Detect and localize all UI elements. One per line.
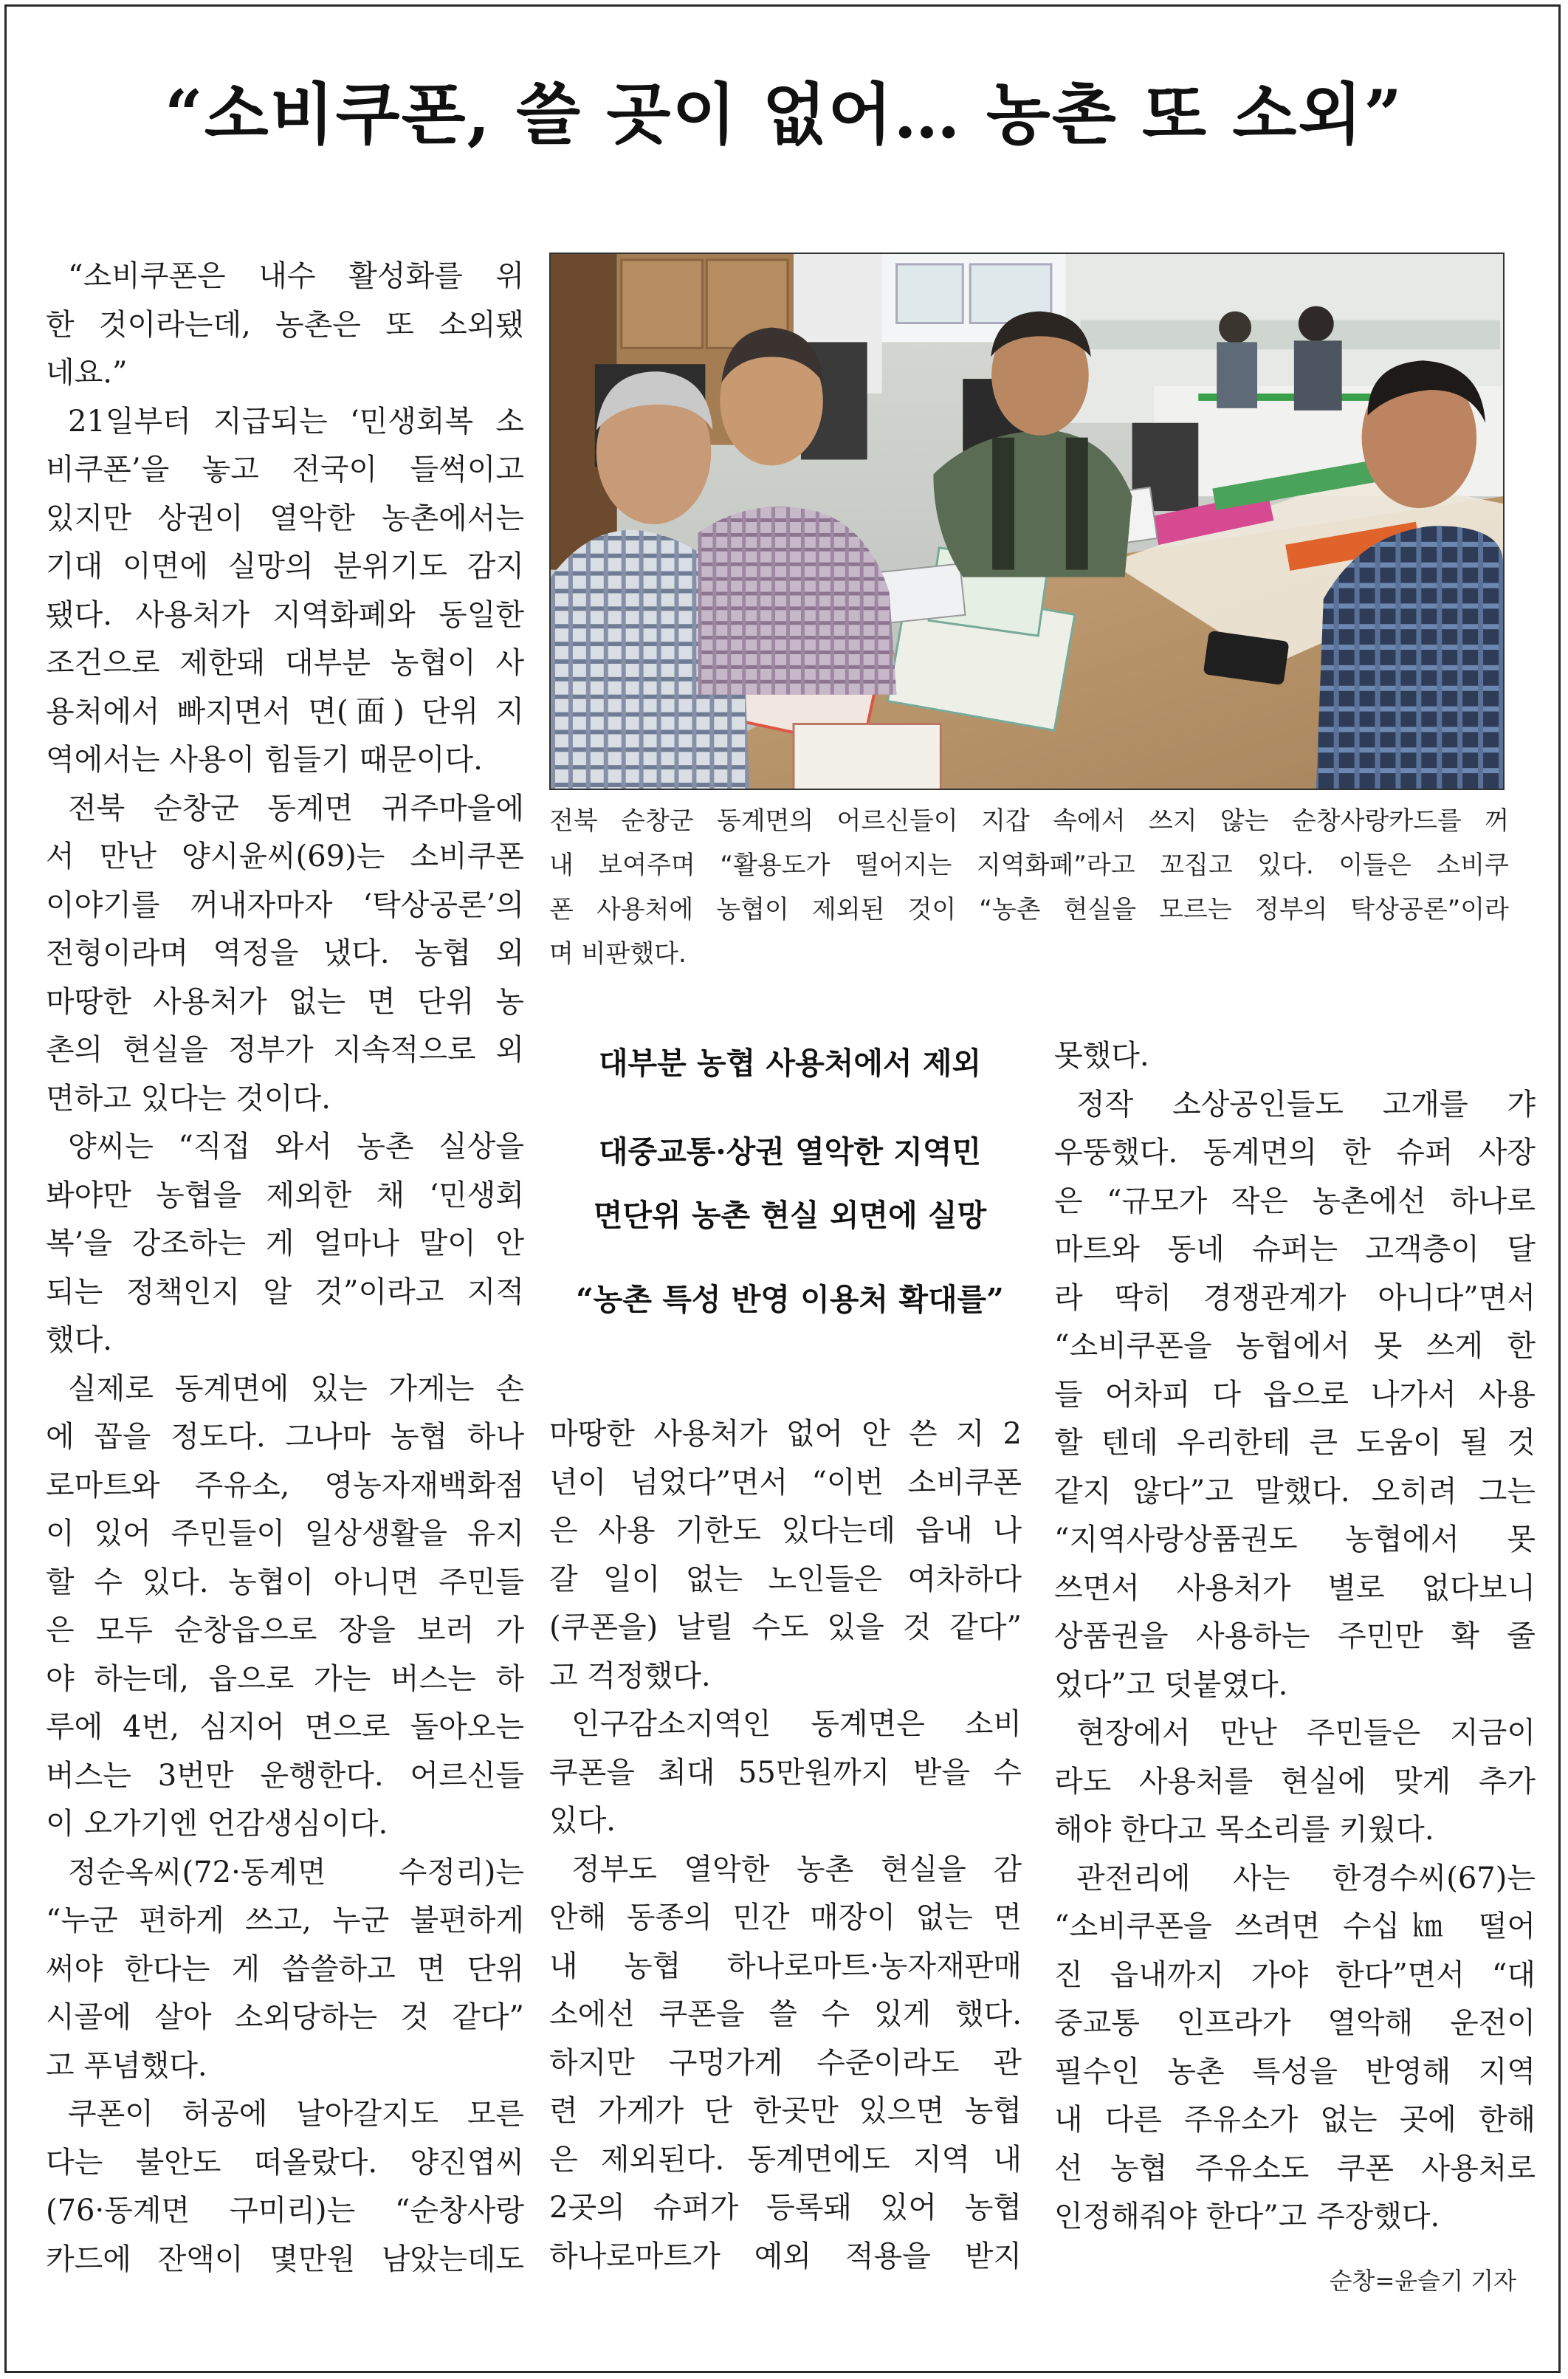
text-line: 버스는 3번만 운행한다. 어르신들 — [46, 1758, 524, 1793]
text-line: 라도 사용처를 현실에 맞게 추가 — [1054, 1764, 1536, 1799]
text-line: 실제로 동계면에 있는 가게는 손 — [68, 1371, 524, 1406]
text-line: 인정해줘야 한다”고 주장했다. — [1054, 2200, 1440, 2234]
text-line: 되는 정책인지 알 것”이라고 지적 — [46, 1274, 524, 1309]
text-line: 루에 4번, 심지어 면으로 돌아오는 — [46, 1710, 524, 1744]
photo-illustration — [551, 254, 1503, 789]
text-line: 서 만난 양시윤씨(69)는 소비쿠폰 — [46, 840, 524, 873]
text-line: 했다. — [46, 1323, 112, 1357]
text-line: 련 가게가 단 한곳만 있으면 농협 — [549, 2094, 1022, 2128]
text-line: (쿠폰을) 날릴 수도 있을 것 같다” — [549, 1610, 1022, 1644]
article-column-2 — [549, 1410, 1022, 2281]
text-line: 정순옥씨(72·동계면 수정리)는 — [68, 1855, 524, 1889]
text-line: 기대 이면에 실망의 분위기도 감지 — [46, 549, 524, 583]
text-line: 양씨는 “직접 와서 농촌 실상을 — [68, 1130, 524, 1164]
text-line: 복’을 강조하는 게 얼마나 말이 안 — [46, 1226, 524, 1260]
text-line: “소비쿠폰을 쓰려면 수십㎞ 떨어 — [1054, 1909, 1536, 1943]
text-line: 년이 넘었다”면서 “이번 소비쿠폰 — [549, 1465, 1022, 1500]
text-line: 비쿠폰’을 놓고 전국이 들썩이고 — [46, 453, 524, 487]
text-line: 같지 않다”고 말했다. 오히려 그는 — [1054, 1474, 1536, 1508]
subhead-1: 대부분 농협 사용처에서 제외 — [598, 1046, 982, 1081]
subhead-2: 대중교통·상권 열악한 지역민 — [598, 1134, 982, 1170]
text-line: 고 푸념했다. — [46, 2048, 207, 2083]
text-line: 중교통 인프라가 열악해 운전이 — [1054, 2006, 1536, 2040]
article-photo — [549, 253, 1505, 790]
text-line: 들 어차피 다 읍으로 나가서 사용 — [1054, 1377, 1536, 1412]
text-line: 은 제외된다. 동계면에도 지역 내 — [549, 2142, 1022, 2177]
text-line: (76·동계면 구미리)는 “순창사랑 — [46, 2194, 524, 2228]
text-line: 내 보여주며 “활용도가 떨어지는 지역화폐”라고 꼬집고 있다. 이들은 소비쿠 — [549, 851, 1509, 880]
text-line: 마땅한 사용처가 없어 안 쓴 지 2 — [549, 1417, 1022, 1451]
text-line: 이 오가기엔 언감생심이다. — [46, 1807, 388, 1841]
subhead-3: 면단위 농촌 현실 외면에 실망 — [593, 1198, 987, 1233]
text-line: 었다”고 덧붙였다. — [1054, 1667, 1288, 1702]
text-line: 은 사용 기한도 있다는데 읍내 나 — [549, 1514, 1022, 1548]
text-line: 고 걱정했다. — [549, 1658, 711, 1693]
text-line: 조건으로 제한돼 대부분 농협이 사 — [46, 646, 524, 680]
text-line: 봐야만 농협을 제외한 채 ‘민생회 — [46, 1178, 524, 1212]
article-column-3 — [1054, 1032, 1536, 2242]
text-line: 인구감소지역인 동계면은 소비 — [571, 1707, 1022, 1741]
text-line: 써야 한다는 게 씁쓸하고 면 단위 — [46, 1951, 524, 1986]
text-line: 폰 사용처에 농협이 제외된 것이 “농촌 현실을 모르는 정부의 탁상공론”이라 — [549, 895, 1509, 924]
text-line: 이 있어 주민들이 일상생활을 유지 — [46, 1517, 524, 1551]
headline: “소비쿠폰, 쓸 곳이 없어… 농촌 또 소외” — [164, 75, 1404, 154]
text-line: 우뚱했다. 동계면의 한 슈퍼 사장 — [1054, 1136, 1536, 1170]
text-line: 필수인 농촌 특성을 반영해 지역 — [1054, 2054, 1536, 2089]
text-line: 촌의 현실을 정부가 지속적으로 외 — [46, 1033, 524, 1067]
text-line: 할 수 있다. 농협이 아니면 주민들 — [46, 1565, 524, 1599]
byline: 순창=윤슬기 기자 — [1329, 2267, 1516, 2295]
text-line: 시골에 살아 소외당하는 것 같다” — [46, 2000, 524, 2034]
text-line: 내 다른 주유소가 없는 곳에 한해 — [1054, 2103, 1536, 2137]
text-line: 하지만 구멍가게 수준이라도 관 — [549, 2045, 1022, 2080]
text-line: 역에서는 사용이 힘들기 때문이다. — [46, 743, 483, 777]
text-line: 쿠폰을 최대 55만원까지 받을 수 — [549, 1755, 1022, 1790]
text-line: 해야 한다고 목소리를 키웠다. — [1054, 1813, 1434, 1847]
text-line: 갈 일이 없는 노인들은 여차하다 — [549, 1562, 1022, 1596]
text-line: 선 농협 주유소도 쿠폰 사용처로 — [1054, 2151, 1536, 2186]
text-line: 관전리에 사는 한경수씨(67)는 — [1076, 1861, 1536, 1895]
text-line: 전북 순창군 동계면의 어르신들이 지갑 속에서 쓰지 않는 순창사랑카드를 꺼 — [549, 806, 1509, 836]
text-line: 로마트와 주유소, 영농자재백화점 — [46, 1468, 524, 1503]
article-column-1 — [46, 253, 524, 2284]
text-line: 정작 소상공인들도 고개를 갸 — [1076, 1087, 1536, 1122]
text-line: “지역사랑상품권도 농협에서 못 — [1054, 1523, 1536, 1556]
text-line: 다는 불안도 떠올랐다. 양진엽씨 — [46, 2145, 524, 2180]
text-line: 할 텐데 우리한테 큰 도움이 될 것 — [1054, 1426, 1536, 1460]
text-line: 됐다. 사용처가 지역화폐와 동일한 — [46, 597, 524, 632]
text-line: 야 하는데, 읍으로 가는 버스는 하 — [46, 1661, 524, 1696]
text-line: 용처에서 빠지면서 면(面) 단위 지 — [46, 694, 524, 729]
text-line: 소에선 쿠폰을 쓸 수 있게 했다. — [549, 1997, 1022, 2031]
text-line: 마땅한 사용처가 없는 면 단위 농 — [46, 984, 524, 1019]
text-line: “누군 편하게 쓰고, 누군 불편하게 — [46, 1903, 524, 1937]
text-line: 안해 동종의 민간 매장이 없는 면 — [549, 1901, 1022, 1935]
text-line: 2곳의 슈퍼가 등록돼 있어 농협 — [549, 2191, 1022, 2225]
text-line: 은 모두 순창읍으로 장을 보러 가 — [46, 1613, 524, 1647]
text-line: 전형이라며 역정을 냈다. 농협 외 — [46, 936, 524, 970]
text-line: 21일부터 지급되는 ‘민생회복 소 — [68, 404, 524, 439]
photo-caption — [549, 799, 1509, 976]
text-line: 쓰면서 사용처가 별로 없다보니 — [1054, 1570, 1536, 1605]
text-line: 하나로마트가 예외 적용을 받지 — [549, 2239, 1022, 2273]
text-line: 네요.” — [46, 356, 128, 390]
subhead-4: “농촌 특성 반영 이용처 확대를” — [576, 1282, 1004, 1317]
text-line: 현장에서 만난 주민들은 지금이 — [1076, 1716, 1536, 1750]
text-line: 있지만 상권이 열악한 농촌에서는 — [46, 501, 524, 535]
text-line: 이야기를 꺼내자마자 ‘탁상공론’의 — [46, 888, 524, 922]
text-line: 상품권을 사용하는 주민만 확 줄 — [1054, 1619, 1536, 1653]
text-line: 전북 순창군 동계면 귀주마을에 — [68, 791, 524, 825]
text-line: 내 농협 하나로마트·농자재판매 — [549, 1949, 1022, 1983]
text-line: 에 꼽을 정도다. 그나마 농협 하나 — [46, 1420, 524, 1454]
text-line: 있다. — [549, 1804, 616, 1838]
text-line: 쿠폰이 허공에 날아갈지도 모른 — [68, 2097, 524, 2131]
text-line: 라 딱히 경쟁관계가 아니다”면서 — [1054, 1280, 1536, 1315]
text-line: 카드에 잔액이 몇만원 남았는데도 — [46, 2242, 524, 2276]
text-line: 진 읍내까지 가야 한다”면서 “대 — [1054, 1957, 1536, 1992]
text-line: 못했다. — [1054, 1039, 1149, 1073]
text-line: “소비쿠폰을 농협에서 못 쓰게 한 — [1054, 1329, 1536, 1363]
text-line: 정부도 열악한 농촌 현실을 감 — [571, 1852, 1022, 1887]
text-line: 은 “규모가 작은 농촌에선 하나로 — [1054, 1184, 1536, 1218]
text-line: 한 것이라는데, 농촌은 또 소외됐 — [46, 307, 524, 342]
text-line: 마트와 동네 슈퍼는 고객층이 달 — [1054, 1232, 1536, 1266]
text-line: “소비쿠폰은 내수 활성화를 위 — [68, 259, 524, 293]
text-line: 면하고 있다는 것이다. — [46, 1081, 331, 1116]
text-line: 며 비판했다. — [549, 939, 687, 969]
